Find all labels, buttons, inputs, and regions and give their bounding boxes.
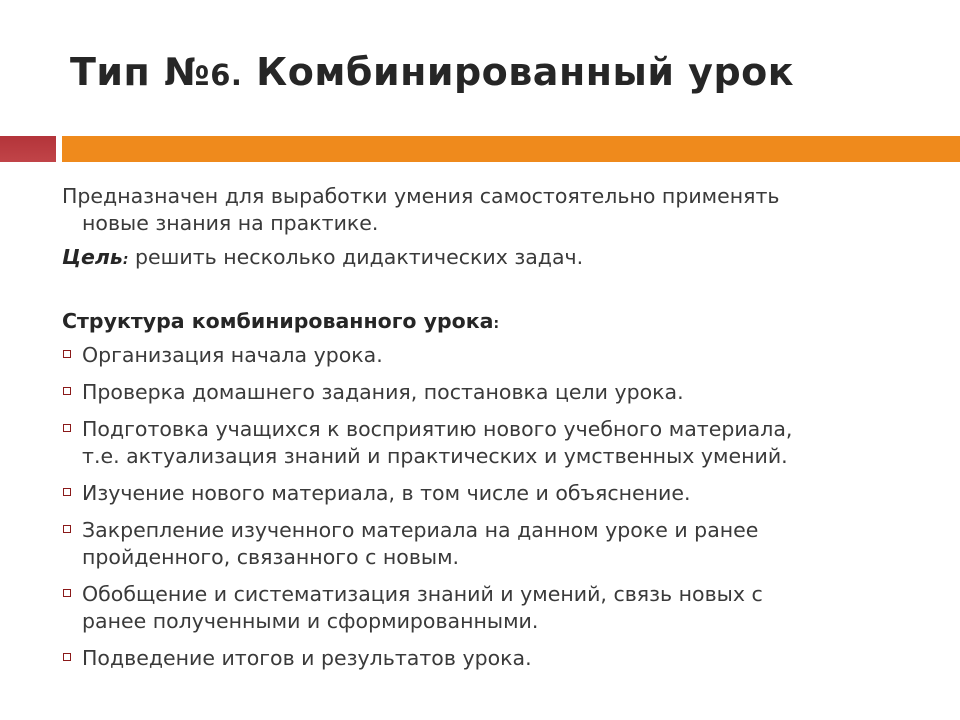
goal-text: решить несколько дидактических задач.	[128, 245, 584, 269]
accent-bar-orange	[62, 136, 960, 162]
list-item-text: Организация начала урока.	[82, 343, 383, 367]
slide-title	[70, 50, 794, 94]
square-bullet-icon	[63, 589, 71, 597]
intro-line-2: новые знания на практике.	[82, 211, 379, 235]
intro-line-1: Предназначен для выработки умения самостоятельно применять	[62, 184, 780, 208]
square-bullet-icon	[63, 525, 71, 533]
goal-colon: :	[122, 252, 129, 268]
square-bullet-icon	[63, 653, 71, 661]
list-item-text: Закрепление изученного материала на данном уроке и ранее	[82, 518, 759, 542]
structure-list	[62, 342, 922, 672]
square-bullet-icon	[63, 387, 71, 395]
list-item	[62, 416, 922, 470]
slide-body	[62, 183, 922, 682]
list-item-text: Подведение итогов и результатов урока.	[82, 646, 532, 670]
list-item	[62, 517, 922, 571]
list-item-text-continued: т.е. актуализация знаний и практических и умственных умений.	[82, 444, 788, 468]
square-bullet-icon	[63, 488, 71, 496]
list-item	[62, 379, 922, 406]
goal-paragraph	[62, 244, 922, 274]
list-item	[62, 645, 922, 672]
square-bullet-icon	[63, 350, 71, 358]
accent-bar-red	[0, 136, 56, 162]
structure-heading	[62, 308, 922, 338]
goal-label	[62, 245, 129, 269]
list-item	[62, 581, 922, 635]
square-bullet-icon	[63, 424, 71, 432]
list-item	[62, 480, 922, 507]
list-item-text-continued: пройденного, связанного с новым.	[82, 545, 460, 569]
list-item-text: Подготовка учащихся к восприятию нового учебного материала,	[82, 417, 793, 441]
goal-label-text: Цель	[62, 245, 123, 269]
title-number: 6.	[210, 58, 243, 92]
list-item-text: Проверка домашнего задания, постановка цели урока.	[82, 380, 684, 404]
structure-heading-text: Структура комбинированного урока	[62, 309, 494, 333]
list-item-text: Обобщение и систематизация знаний и умений, связь новых с	[82, 582, 763, 606]
structure-colon: :	[493, 316, 500, 332]
list-item	[62, 342, 922, 369]
title-prefix: Тип №	[70, 50, 211, 94]
list-item-text: Изучение нового материала, в том числе и объяснение.	[82, 481, 691, 505]
intro-paragraph	[62, 183, 922, 237]
list-item-text-continued: ранее полученными и сформированными.	[82, 609, 539, 633]
title-rest: Комбинированный урок	[242, 50, 795, 94]
